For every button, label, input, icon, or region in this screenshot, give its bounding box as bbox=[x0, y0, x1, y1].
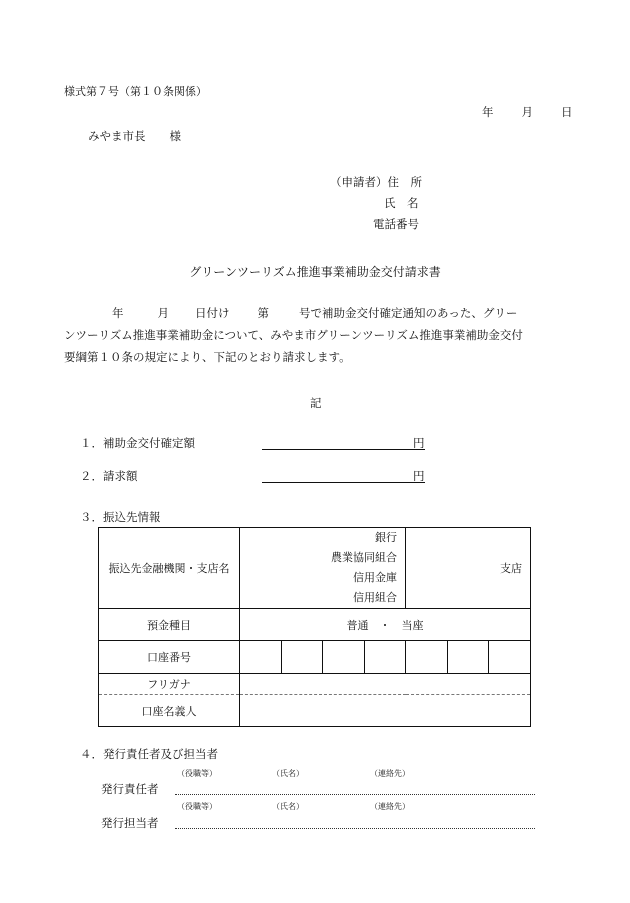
responsible-label: 発行責任者 bbox=[101, 782, 159, 796]
holder-label: 口座名義人 bbox=[99, 695, 240, 727]
phone-label: 電話番号 bbox=[373, 217, 419, 231]
name-label: 氏 名 bbox=[384, 196, 419, 210]
account-digit-box[interactable] bbox=[282, 641, 324, 673]
address-label: 住 所 bbox=[387, 175, 422, 189]
institution-type-shinkin: 信用金庫 bbox=[353, 571, 397, 584]
item2-label: ２．請求額 bbox=[80, 469, 138, 483]
responsible-entry-line[interactable] bbox=[175, 793, 535, 795]
form-number: 様式第７号（第１０条関係） bbox=[64, 85, 207, 98]
body-year: 年 bbox=[112, 306, 124, 320]
furigana-field[interactable] bbox=[240, 674, 531, 695]
item2-amount-line[interactable] bbox=[262, 468, 425, 483]
item1-label: １．補助金交付確定額 bbox=[80, 436, 195, 450]
body-paragraph bbox=[64, 302, 574, 368]
ki-heading: 記 bbox=[310, 396, 322, 410]
applicant-address-row bbox=[330, 174, 422, 190]
contact-sub-name: （氏名） bbox=[272, 802, 304, 811]
account-digit-box[interactable] bbox=[240, 641, 282, 673]
account-digit-box[interactable] bbox=[323, 641, 365, 673]
date-month: 月 bbox=[521, 105, 533, 119]
body-line-3: 要綱第１０条の規定により、下記のとおり請求します。 bbox=[64, 350, 351, 364]
account-digit-box[interactable] bbox=[406, 641, 448, 673]
date-year: 年 bbox=[482, 105, 494, 119]
contact-entry-line[interactable] bbox=[175, 827, 535, 829]
bank-row-furigana bbox=[99, 674, 531, 695]
item4-label: ４．発行責任者及び担当者 bbox=[80, 747, 218, 761]
body-line-2: ンツーリズム推進事業補助金について、みやま市グリーンツーリズム推進事業補助金交付 bbox=[64, 328, 523, 342]
bank-row-institution bbox=[99, 528, 531, 609]
item1-amount-line[interactable] bbox=[262, 435, 425, 450]
account-digit-box[interactable] bbox=[365, 641, 407, 673]
bank-row-account-number bbox=[99, 641, 531, 674]
body-line-1 bbox=[64, 302, 574, 324]
branch-label: 支店 bbox=[500, 562, 522, 575]
account-digit-box[interactable] bbox=[489, 641, 530, 673]
holder-field[interactable] bbox=[240, 695, 531, 727]
contact-person-label: 発行担当者 bbox=[101, 816, 159, 830]
institution-type-ja: 農業協同組合 bbox=[331, 551, 397, 564]
document-title: グリーンツーリズム推進事業補助金交付請求書 bbox=[189, 265, 441, 279]
institution-type-bank: 銀行 bbox=[375, 531, 397, 544]
date-line bbox=[482, 104, 573, 120]
contact-sub-contact: （連絡先） bbox=[370, 802, 410, 811]
date-day: 日 bbox=[561, 105, 573, 119]
institution-type-shinkumi: 信用組合 bbox=[353, 591, 397, 604]
body-month: 月 bbox=[157, 306, 169, 320]
body-line1-rest: 号で補助金交付確定通知のあった、グリー bbox=[299, 306, 518, 320]
bank-row-holder bbox=[99, 695, 531, 727]
institution-label: 振込先金融機関・支店名 bbox=[99, 528, 240, 609]
addressee-honorific: 様 bbox=[169, 129, 181, 143]
responsible-sub-contact: （連絡先） bbox=[370, 769, 410, 778]
addressee bbox=[88, 128, 181, 144]
responsible-sub-position: （役職等） bbox=[177, 769, 217, 778]
deposit-type-label: 預金種目 bbox=[99, 609, 240, 641]
bank-row-deposit-type bbox=[99, 609, 531, 641]
branch-cell[interactable] bbox=[406, 528, 531, 609]
item3-label: ３．振込先情報 bbox=[80, 510, 161, 524]
institution-name-cell[interactable] bbox=[240, 528, 406, 609]
bank-info-table bbox=[98, 527, 531, 727]
applicant-prefix: （申請者） bbox=[330, 175, 388, 189]
body-dai: 第 bbox=[257, 306, 269, 320]
item1-unit: 円 bbox=[413, 436, 425, 450]
furigana-label: フリガナ bbox=[99, 674, 240, 695]
account-number-digits bbox=[240, 641, 531, 674]
responsible-sub-name: （氏名） bbox=[272, 769, 304, 778]
account-number-label: 口座番号 bbox=[99, 641, 240, 674]
account-digit-box[interactable] bbox=[448, 641, 490, 673]
contact-sub-position: （役職等） bbox=[177, 802, 217, 811]
deposit-type-value[interactable]: 普通 ・ 当座 bbox=[240, 609, 531, 641]
item2-unit: 円 bbox=[413, 469, 425, 483]
addressee-name: みやま市長 bbox=[88, 129, 146, 143]
body-dated: 日付け bbox=[195, 306, 230, 320]
